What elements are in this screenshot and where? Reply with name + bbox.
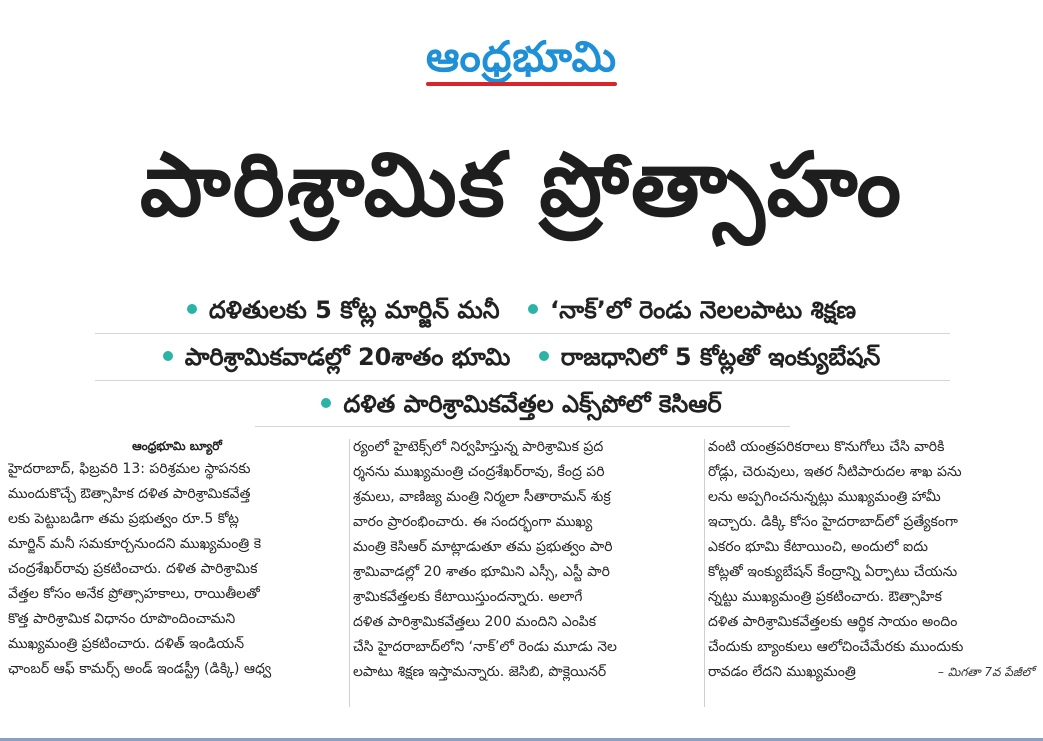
subhead-text: రాజధానిలో 5 కోట్లతో ఇంక్యుబేషన్ [560, 343, 881, 371]
article-line: శ్రామికవేత్తలకు కేటాయిస్తుందన్నారు. అలాగే [353, 589, 583, 605]
article-line: చేసి హైదరాబాద్‌లోని ‘నాక్’లో రెండు మూడు నెల [353, 639, 617, 655]
continued-note: – మిగతా 7వ పేజీలో [937, 665, 1034, 679]
subhead-item [539, 340, 881, 374]
article-line: ముందుకొచ్చే ఔత్సాహిక దళిత పారిశ్రామికవేత్త [8, 486, 251, 502]
subhead-item [528, 293, 856, 327]
bullet-icon [187, 304, 197, 314]
article-line: ర్శనను ముఖ్యమంత్రి చంద్రశేఖర్‌రావు, కేంద్ర పరి [353, 464, 605, 480]
article-line-last [708, 660, 1038, 685]
article-line: లపాటు శిక్షణ ఇస్తామన్నారు. జెసిబి, పొక్లెయినర్ [353, 664, 607, 680]
article-column-2 [353, 435, 701, 710]
article-line: వారం ప్రారంభించారు. ఈ సందర్భంగా ముఖ్య [353, 514, 593, 530]
article-line: రోడ్లు, చెరువులు, ఇతర నీటిపారుదల శాఖ పను [708, 464, 962, 480]
article-line: చేందుకు బ్యాంకులు ఆలోచించేమేరకు ముందుకు [708, 639, 964, 655]
subhead-row-3 [0, 387, 1043, 421]
article-line: ఇచ్చారు. డిక్కి కోసం హైదరాబాద్‌లో ప్రత్యేకంగా [708, 514, 958, 530]
article-line: ఎకరం భూమి కేటాయించి, అందులో ఐదు [708, 539, 928, 555]
subhead-row-2 [0, 340, 1043, 374]
subhead-item [321, 387, 721, 421]
article-line: ముఖ్యమంత్రి ప్రకటించారు. దళిత్ ఇండియన్ [8, 636, 245, 652]
column-separator [704, 439, 705, 707]
column-separator [349, 439, 350, 707]
bullet-icon [539, 351, 549, 361]
subhead-divider [255, 426, 790, 427]
article-line: శ్రమలు, వాణిజ్య మంత్రి నిర్మలా సీతారామన్ శుక్ర [353, 489, 611, 505]
bullet-icon [321, 398, 331, 408]
article-line: వేత్తల కోసం అనేక ప్రోత్సాహకాలు, రాయితీలతో [8, 586, 260, 602]
headline: పారిశ్రామిక ప్రోత్సాహం [139, 133, 904, 236]
subhead-divider [95, 333, 950, 334]
subhead-item [187, 293, 500, 327]
subhead-row-1 [0, 293, 1043, 327]
logo-text: ఆంధ్రభూమి [425, 32, 618, 81]
article-line: కొత్త పారిశ్రామిక విధానం రూపొందించామని [8, 611, 236, 627]
article-line: వంటి యంత్రపరికరాలు కొనుగోలు చేసి వారికి [708, 439, 945, 455]
article-line: లకు పెట్టుబడిగా తమ ప్రభుత్వం రూ.5 కోట్ల [8, 511, 239, 527]
byline: ఆంధ్రభూమి బ్యూరో [132, 439, 222, 453]
subhead-divider [95, 380, 950, 381]
subhead-text: దళితులకు 5 కోట్ల మార్జిన్ మనీ [208, 296, 500, 324]
logo-underline [426, 82, 617, 86]
bullet-icon [163, 351, 173, 361]
subhead-text: పారిశ్రామికవాడల్లో 20శాతం భూమి [184, 343, 511, 371]
subhead-text: ‘నాక్’లో రెండు నెలలపాటు శిక్షణ [550, 296, 857, 324]
subhead-item [163, 340, 511, 374]
article-line: చంద్రశేఖర్‌రావు ప్రకటించారు. దళిత పారిశ్రామిక [8, 561, 258, 577]
newspaper-logo [422, 30, 621, 92]
article-line: న్నట్టు ముఖ్యమంత్రి ప్రకటించారు. ఔత్సాహిక [708, 589, 942, 605]
article-column-1 [8, 435, 346, 710]
article-line: ఛాంబర్ ఆఫ్ కామర్స్ అండ్ ఇండస్ట్రీ (డిక్కి) ఆధ్వ [8, 661, 272, 677]
article-line: దళిత పారిశ్రామికవేత్తలు 200 మందిని ఎంపిక [353, 614, 597, 630]
article-line: కోట్లతో ఇంక్యుబేషన్ కేంద్రాన్ని ఏర్పాటు చేయను [708, 564, 958, 580]
article-line: మంత్రి కెసిఆర్ మాట్లాడుతూ తమ ప్రభుత్వం పారి [353, 539, 613, 555]
article-line: శ్రామివాడల్లో 20 శాతం భూమిని ఎస్సీ, ఎస్టీ పారి [353, 564, 610, 580]
article-line: లను అప్పగించనున్నట్లు ముఖ్యమంత్రి హామీ [708, 489, 941, 505]
article-line: హైదరాబాద్, ఫిబ్రవరి 13: పరిశ్రమల స్థాపనకు [8, 461, 251, 477]
article-line: దళిత పారిశ్రామికవేత్తలకు ఆర్థిక సాయం అందిం [708, 614, 958, 630]
article-line: ర్యంలో హైటెక్స్‌లో నిర్వహిస్తున్న పారిశ్రామిక ప్రద [353, 439, 604, 455]
article-column-3 [708, 435, 1038, 710]
article-line-text: రావడం లేదని ముఖ్యమంత్రి [708, 664, 856, 680]
article-body [8, 435, 1034, 710]
subhead-text: దళిత పారిశ్రామికవేత్తల ఎక్స్‌పోలో కెసిఆర్ [343, 390, 722, 418]
article-line: మార్జిన్ మనీ సమకూర్చనుందని ముఖ్యమంత్రి కె [8, 536, 262, 552]
masthead [0, 30, 1043, 92]
bullet-icon [528, 304, 538, 314]
